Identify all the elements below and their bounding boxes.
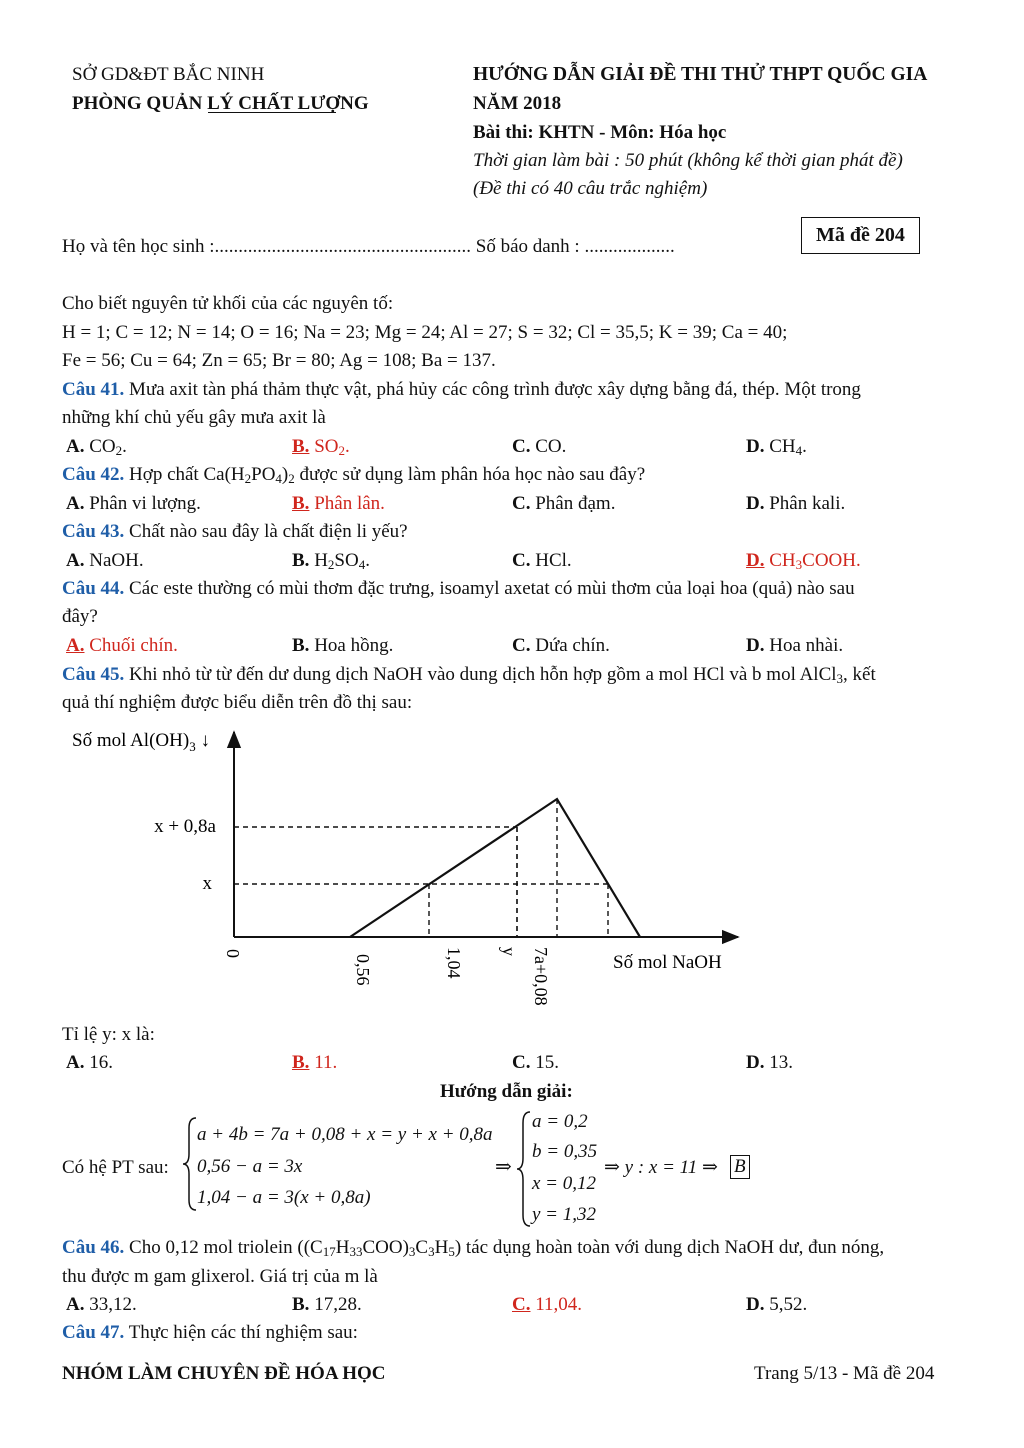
result-y: y = 1,32 <box>532 1204 597 1225</box>
q42-option-a[interactable] <box>66 493 201 515</box>
option-text: CO. <box>535 436 567 457</box>
q43-option-d[interactable]: D. $CH_3COOH$. <box>746 550 861 572</box>
system-label: Có hệ PT sau: <box>62 1157 169 1178</box>
atomic-intro: Cho biết nguyên tử khối của các nguyên tố: <box>62 293 394 314</box>
q45-text-1: Khi nhỏ từ từ đến dư dung dịch NaOH vào dung dịch hỗn hợp gồm a mol HCl và b mol AlCl <box>124 664 837 685</box>
chart-xtick-1: 0,56 <box>353 954 373 986</box>
chart-xlabel: Số mol NaOH <box>613 952 722 973</box>
option-letter: B. <box>292 1052 310 1073</box>
student-info-line[interactable]: Họ và tên học sinh :...................................................... Số báo danh : ................... <box>62 236 675 257</box>
option-text: 17,28. <box>314 1294 362 1315</box>
chart-xtick-2: 1,04 <box>444 947 464 979</box>
option-text: HCl. <box>535 550 572 571</box>
q46-option-b[interactable] <box>292 1294 362 1316</box>
office-name: PHÒNG QUẢN LÝ CHẤT LƯỢNG <box>72 93 369 114</box>
q43-option-a[interactable] <box>66 550 144 572</box>
right-brace <box>514 1110 534 1228</box>
option-letter: A. <box>66 493 85 514</box>
chart-ytick-lower: x <box>202 873 212 894</box>
q42-option-c[interactable] <box>512 493 615 515</box>
option-text: CH <box>769 550 796 571</box>
q42-text-b: PO <box>251 464 276 485</box>
option-letter: D. <box>746 1052 765 1073</box>
q44-option-b[interactable] <box>292 635 393 657</box>
q46-option-a[interactable] <box>66 1294 137 1316</box>
q45-option-b[interactable] <box>292 1052 337 1074</box>
chart-origin: 0 <box>223 949 243 958</box>
q42-text-c: được sử dụng làm phân hóa học nào sau đây? <box>294 464 646 485</box>
exam-code-box <box>801 217 920 254</box>
atomic-line-2: Fe = 56; Cu = 64; Zn = 65; Br = 80; Ag = 108; Ba = 137. <box>62 350 496 371</box>
option-letter: B. <box>292 436 310 457</box>
doc-year: NĂM 2018 <box>473 93 562 114</box>
option-letter: B. <box>292 635 310 656</box>
q42-option-b[interactable] <box>292 493 385 515</box>
exam-question-count: (Đề thi có 40 câu trắc nghiệm) <box>473 178 708 199</box>
footer-group: NHÓM LÀM CHUYÊN ĐỀ HÓA HỌC <box>62 1363 386 1384</box>
boxed-answer: B <box>730 1155 750 1179</box>
result-b: b = 0,35 <box>532 1141 598 1162</box>
q41-option-d[interactable]: D. $CH_4$. <box>746 436 807 458</box>
q43-text: Chất nào sau đây là chất điện li yếu? <box>124 521 408 542</box>
result-a: a = 0,2 <box>532 1111 588 1132</box>
q44-option-c[interactable] <box>512 635 610 657</box>
option-letter: D. <box>746 1294 765 1315</box>
option-text: CH <box>769 436 796 457</box>
q45-chart <box>60 722 760 1022</box>
dept-name: SỞ GD&ĐT BẮC NINH <box>72 64 265 85</box>
option-text: 11. <box>314 1052 338 1073</box>
option-text: 16. <box>89 1052 113 1073</box>
atomic-line-1: H = 1; C = 12; N = 14; O = 16; Na = 23; Mg = 24; Al = 27; S = 32; Cl = 35,5; K = 39; Ca = 40; <box>62 322 788 343</box>
q45-text-1b: , kết <box>843 664 876 685</box>
option-letter: C. <box>512 1294 531 1315</box>
implies-arrow: ⇒ <box>495 1156 512 1178</box>
result-x: x = 0,12 <box>532 1173 597 1194</box>
chart-series-line <box>350 799 640 937</box>
option-text: 15. <box>535 1052 559 1073</box>
chart-ylabel: Số mol $Al(OH)_3$ ↓ <box>72 730 210 754</box>
option-letter: C. <box>512 436 531 457</box>
q45-option-c[interactable] <box>512 1052 559 1074</box>
option-text: Phân lân. <box>314 493 385 514</box>
option-letter: A. <box>66 436 85 457</box>
option-letter: D. <box>746 493 765 514</box>
q44-option-a[interactable] <box>66 635 178 657</box>
option-letter: B. <box>292 1294 310 1315</box>
option-letter: D. <box>746 436 765 457</box>
q42-option-d[interactable] <box>746 493 845 515</box>
q45-stem: Câu 45. Khi nhỏ từ từ đến dư dung dịch NaOH vào dung dịch hỗn hợp gồm a mol HCl và b mol AlCl$_3$, kết <box>62 664 876 686</box>
q45-option-a[interactable] <box>66 1052 113 1074</box>
header-underline <box>208 112 336 113</box>
option-text: 33,12. <box>89 1294 137 1315</box>
q41-text-2: những khí chủ yếu gây mưa axit là <box>62 407 326 428</box>
option-letter: C. <box>512 1052 531 1073</box>
q45-option-d[interactable] <box>746 1052 793 1074</box>
option-text: Phân kali. <box>769 493 846 514</box>
exam-subject: Bài thi: KHTN - Môn: Hóa học <box>473 122 727 143</box>
option-letter: A. <box>66 1052 85 1073</box>
q46-number: Câu 46. <box>62 1237 125 1258</box>
final-ratio: ⇒ y : x = 11 ⇒ <box>604 1157 718 1178</box>
option-letter: C. <box>512 550 531 571</box>
q46-stem: Câu 46. Cho 0,12 mol triolein $((C_{17}H_{33}COO)_3C_3H_5)$ tác dụng hoàn toàn với dung dịch NaOH dư, đun nóng, <box>62 1237 885 1259</box>
chart-guides <box>234 799 608 937</box>
q45-text-2: quả thí nghiệm được biểu diễn trên đồ thị sau: <box>62 692 413 713</box>
q42-text-a: Hợp chất Ca(H <box>124 464 245 485</box>
exam-duration: Thời gian làm bài : 50 phút (không kể thời gian phát đề) <box>473 150 903 171</box>
equation-3: 1,04 − a = 3(x + 0,8a) <box>197 1187 371 1208</box>
q43-option-b[interactable]: B. $H_2SO_4$. <box>292 550 370 572</box>
option-text: NaOH. <box>89 550 144 571</box>
option-text: Dứa chín. <box>535 635 610 656</box>
chart-ytick-upper: x + 0,8a <box>154 816 216 837</box>
q41-stem <box>62 379 962 401</box>
q41-text-1: Mưa axit tàn phá thảm thực vật, phá hủy các công trình được xây dựng bằng đá, thép. Một trong <box>124 379 861 400</box>
q41-option-a[interactable]: A. $CO_2$. <box>66 436 127 458</box>
q45-ratio: Tỉ lệ y: x là: <box>62 1024 155 1045</box>
option-text: Hoa nhài. <box>769 635 844 656</box>
q42-number: Câu 42. <box>62 464 125 485</box>
chart-xtick-3: y <box>499 947 519 956</box>
option-letter: D. <box>746 635 765 656</box>
option-letter: A. <box>66 1294 85 1315</box>
option-text: Chuối chín. <box>89 635 178 656</box>
solution-title: Hướng dẫn giải: <box>440 1081 573 1102</box>
doc-title: HƯỚNG DẪN GIẢI ĐỀ THI THỬ THPT QUỐC GIA <box>473 64 928 85</box>
q44-text-2: đây? <box>62 606 98 627</box>
q41-option-b[interactable]: B. $SO_2$. <box>292 436 350 458</box>
option-text: SO <box>314 436 339 457</box>
footer-page: Trang 5/13 - Mã đề 204 <box>754 1363 935 1384</box>
q44-number: Câu 44. <box>62 578 125 599</box>
q43-number: Câu 43. <box>62 521 125 542</box>
option-text: H <box>314 550 328 571</box>
q42-stem: Câu 42. Hợp chất $Ca(H_2PO_4)_2$ được sử dụng làm phân hóa học nào sau đây? <box>62 464 646 486</box>
q43-stem <box>62 521 408 543</box>
q45-number: Câu 45. <box>62 664 125 685</box>
option-letter: A. <box>66 550 85 571</box>
equation-1: a + 4b = 7a + 0,08 + x = y + x + 0,8a <box>197 1124 493 1145</box>
option-letter: A. <box>66 635 85 656</box>
option-letter: B. <box>292 550 310 571</box>
option-text: CO <box>89 436 116 457</box>
option-letter: C. <box>512 635 531 656</box>
q46-option-c[interactable] <box>512 1294 582 1316</box>
option-letter: C. <box>512 493 531 514</box>
q47-number: Câu 47. <box>62 1322 125 1343</box>
q44-stem <box>62 578 855 600</box>
q46-option-d[interactable] <box>746 1294 807 1316</box>
option-text: 5,52. <box>769 1294 808 1315</box>
q43-option-c[interactable] <box>512 550 572 572</box>
q44-text-1: Các este thường có mùi thơm đặc trưng, isoamyl axetat có mùi thơm của loại hoa (quả) nào sau <box>124 578 855 599</box>
option-text: 13. <box>769 1052 793 1073</box>
q41-number: Câu 41. <box>62 379 125 400</box>
option-letter: B. <box>292 493 310 514</box>
option-text: 11,04. <box>535 1294 583 1315</box>
exam-code: Mã đề 204 <box>816 224 905 246</box>
q41-option-c[interactable] <box>512 436 566 458</box>
option-letter: D. <box>746 550 765 571</box>
chart-xtick-4: 7a+0,08 <box>531 947 551 1006</box>
option-text: Hoa hồng. <box>314 635 394 656</box>
q47-stem <box>62 1322 358 1344</box>
option-text: Phân vi lượng. <box>89 493 201 514</box>
q46-text-1: Cho 0,12 mol triolein ((C <box>124 1237 323 1258</box>
q46-text-2: thu được m gam glixerol. Giá trị của m là <box>62 1266 378 1287</box>
q44-option-d[interactable] <box>746 635 843 657</box>
option-text: Phân đạm. <box>535 493 616 514</box>
q47-text: Thực hiện các thí nghiệm sau: <box>124 1322 358 1343</box>
equation-2: 0,56 − a = 3x <box>197 1156 303 1177</box>
